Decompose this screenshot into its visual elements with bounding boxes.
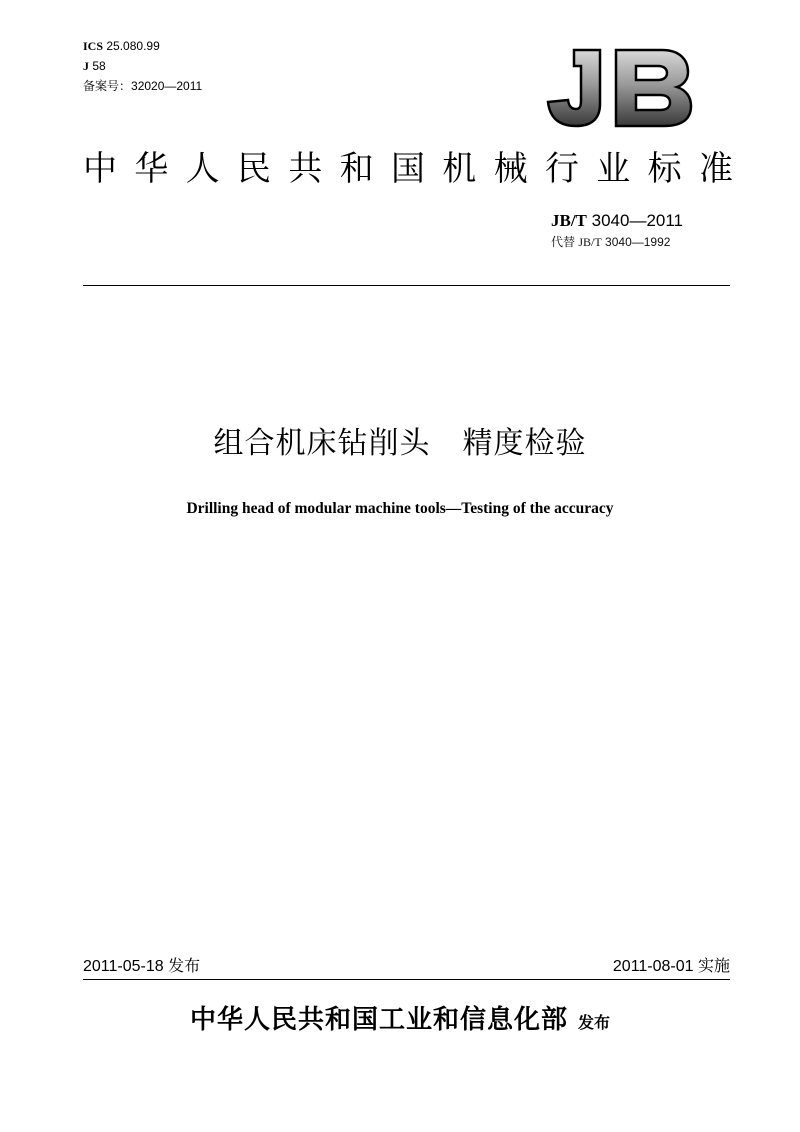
ics-line [83,36,202,56]
org-title-char: 业 [596,149,631,189]
j-line [83,56,202,76]
org-title-char: 民 [236,149,271,189]
industry-standard-title [83,147,733,191]
org-title-char: 共 [288,149,323,189]
classification-block [83,36,202,96]
org-title-char: 和 [339,149,374,189]
org-title-char: 械 [493,149,528,189]
title-cn-part2: 精度检验 [462,426,587,461]
record-line [83,76,202,96]
replaces-label: 代替 [551,235,576,249]
standard-number [551,210,683,232]
org-title-char: 准 [698,149,733,189]
org-title-char: 机 [442,149,477,189]
org-title-char: 中 [83,149,117,189]
record-label: 备案号： [83,79,132,93]
implement-date: 2011-08-01 实施 [612,958,730,975]
top-divider [83,285,730,286]
org-title-char: 国 [390,149,425,189]
replaces-prefix: JB/T [578,235,602,249]
document-title-en: Drilling head of modular machine tools—Testing of the accuracy [186,500,614,517]
org-title-char: 人 [185,149,220,189]
ics-value: 25.080.99 [106,39,160,53]
document-title-cn [0,424,800,464]
replaces-line [551,234,670,250]
j-label: J [83,59,89,73]
org-title-char: 行 [544,149,579,189]
replaces-code: 3040—1992 [605,235,671,249]
record-value: 32020—2011 [131,79,203,93]
jb-logo [544,46,694,128]
j-value: 58 [92,59,106,73]
ics-label: ICS [83,39,104,53]
issuer-line [0,1002,800,1041]
issuer-name: 中华人民共和国工业和信息化部 [189,1005,568,1035]
issuer-suffix: 发布 [578,1013,611,1032]
org-title-char: 华 [134,149,169,189]
org-title-char: 标 [647,149,682,189]
standard-prefix: JB/T [551,211,587,230]
publish-date: 2011-05-18 发布 [83,958,201,975]
title-cn-part1: 组合机床钻削头 [213,426,431,461]
bottom-divider [83,979,730,980]
standard-code: 3040—2011 [591,211,684,230]
